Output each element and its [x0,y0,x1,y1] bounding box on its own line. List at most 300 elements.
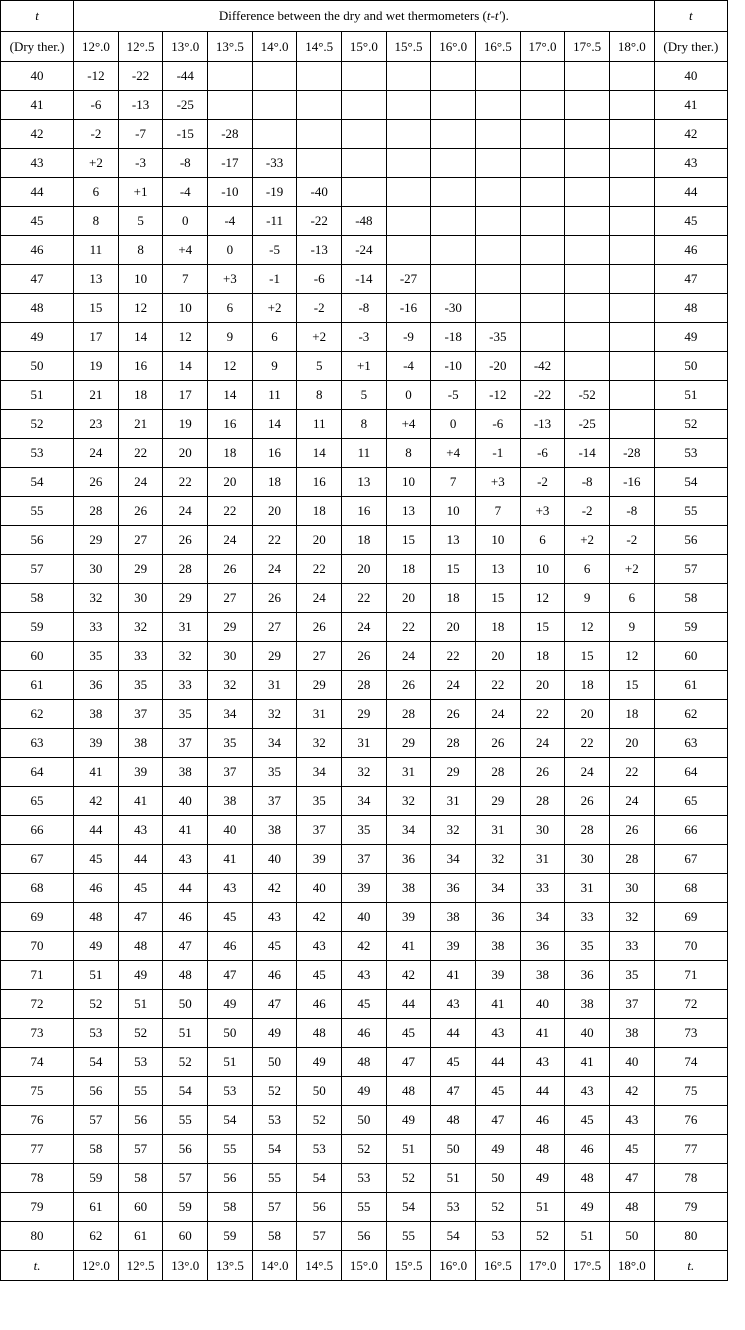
table-cell: 51 [118,990,163,1019]
row-t-left: 70 [1,932,74,961]
table-cell: -1 [476,439,521,468]
table-cell: 16 [208,410,253,439]
table-cell: -52 [565,381,610,410]
left-footer-t: t. [1,1251,74,1281]
table-cell [565,91,610,120]
table-cell: 14 [297,439,342,468]
table-row [1,1222,728,1251]
table-cell: 20 [163,439,208,468]
table-cell [609,178,654,207]
table-cell: 54 [208,1106,253,1135]
table-cell: 24 [118,468,163,497]
column-header: 13°.0 [163,32,208,62]
table-cell: 39 [297,845,342,874]
row-t-right: 49 [654,323,727,352]
table-cell: +1 [118,178,163,207]
table-cell: 18 [386,555,431,584]
table-cell: 53 [431,1193,476,1222]
table-cell: 42 [74,787,119,816]
table-cell: 40 [520,990,565,1019]
table-cell: 28 [609,845,654,874]
table-cell: 28 [476,758,521,787]
table-cell: 47 [208,961,253,990]
table-cell: 17 [74,323,119,352]
table-cell [520,149,565,178]
table-cell: 36 [565,961,610,990]
table-cell [476,91,521,120]
table-cell: 18 [342,526,387,555]
table-cell: 35 [609,961,654,990]
table-cell: 35 [297,787,342,816]
table-cell: 13 [431,526,476,555]
table-cell: -2 [74,120,119,149]
row-t-left: 54 [1,468,74,497]
table-cell: 49 [386,1106,431,1135]
table-cell: +3 [520,497,565,526]
table-cell: 26 [252,584,297,613]
table-cell [386,178,431,207]
table-cell: 53 [297,1135,342,1164]
table-cell: -14 [565,439,610,468]
row-t-right: 64 [654,758,727,787]
table-cell [565,120,610,149]
table-cell: 44 [74,816,119,845]
table-cell: 28 [342,671,387,700]
table-cell: +2 [297,323,342,352]
table-cell: 34 [208,700,253,729]
table-cell: 49 [476,1135,521,1164]
table-cell: 22 [520,700,565,729]
table-cell: 31 [342,729,387,758]
table-cell [431,149,476,178]
row-t-right: 63 [654,729,727,758]
row-t-left: 48 [1,294,74,323]
table-cell: -28 [208,120,253,149]
table-cell: 9 [252,352,297,381]
table-cell: 28 [386,700,431,729]
row-t-left: 80 [1,1222,74,1251]
table-cell: +2 [565,526,610,555]
table-cell: 55 [342,1193,387,1222]
table-cell: 56 [297,1193,342,1222]
table-cell: -3 [342,323,387,352]
table-cell: 38 [163,758,208,787]
table-cell: -16 [386,294,431,323]
table-cell: 31 [386,758,431,787]
table-cell: -12 [476,381,521,410]
table-cell: -8 [163,149,208,178]
table-cell [565,323,610,352]
table-cell: 57 [252,1193,297,1222]
table-cell [297,120,342,149]
table-cell: 52 [342,1135,387,1164]
table-cell: -1 [252,265,297,294]
table-cell: 32 [609,903,654,932]
table-row [1,439,728,468]
right-dry-ther-header: (Dry ther.) [654,32,727,62]
table-cell: 11 [297,410,342,439]
table-cell: 50 [476,1164,521,1193]
row-t-right: 79 [654,1193,727,1222]
table-row [1,787,728,816]
row-t-right: 73 [654,1019,727,1048]
table-cell: 30 [208,642,253,671]
row-t-left: 62 [1,700,74,729]
table-cell: +3 [476,468,521,497]
column-header: 16°.0 [431,32,476,62]
table-cell: 49 [565,1193,610,1222]
table-cell: 29 [118,555,163,584]
table-cell: 26 [609,816,654,845]
table-cell: 24 [74,439,119,468]
table-cell [208,62,253,91]
table-row [1,352,728,381]
table-cell: 28 [163,555,208,584]
table-cell: 54 [163,1077,208,1106]
table-cell: 58 [252,1222,297,1251]
table-cell: 42 [342,932,387,961]
table-cell: 52 [520,1222,565,1251]
table-cell: 7 [431,468,476,497]
table-cell: 34 [297,758,342,787]
row-t-right: 57 [654,555,727,584]
table-cell: 14 [208,381,253,410]
row-t-right: 71 [654,961,727,990]
table-cell: 39 [476,961,521,990]
table-cell: 21 [118,410,163,439]
table-cell: -8 [342,294,387,323]
row-t-left: 67 [1,845,74,874]
table-cell: 59 [208,1222,253,1251]
table-cell: 15 [386,526,431,555]
table-cell: 24 [163,497,208,526]
row-t-left: 46 [1,236,74,265]
table-cell: 54 [297,1164,342,1193]
table-cell: 39 [74,729,119,758]
table-cell: 26 [208,555,253,584]
table-cell: 38 [565,990,610,1019]
table-cell: 24 [609,787,654,816]
table-cell: 31 [163,613,208,642]
table-cell: 38 [252,816,297,845]
table-cell: 55 [208,1135,253,1164]
table-cell: 37 [609,990,654,1019]
table-cell: 49 [520,1164,565,1193]
column-header: 14°.0 [252,32,297,62]
table-cell: -14 [342,265,387,294]
table-cell: -6 [74,91,119,120]
table-cell: -10 [208,178,253,207]
table-cell: 23 [74,410,119,439]
table-cell: 46 [565,1135,610,1164]
table-cell: -13 [118,91,163,120]
table-cell: 5 [342,381,387,410]
table-title-formula: t-t′ [486,8,502,23]
table-cell [342,120,387,149]
table-cell [252,120,297,149]
table-cell: 41 [208,845,253,874]
table-cell: 44 [386,990,431,1019]
table-cell: 43 [609,1106,654,1135]
right-t-header: t [654,1,727,32]
table-cell: 41 [476,990,521,1019]
table-cell: 34 [342,787,387,816]
table-cell: -20 [476,352,521,381]
table-cell: -7 [118,120,163,149]
row-t-left: 63 [1,729,74,758]
table-cell: 43 [208,874,253,903]
table-cell: 54 [431,1222,476,1251]
table-cell: -42 [520,352,565,381]
table-cell: 34 [431,845,476,874]
table-cell: 40 [342,903,387,932]
table-cell: 34 [520,903,565,932]
table-cell: 19 [163,410,208,439]
table-cell [520,294,565,323]
table-cell: 12 [118,294,163,323]
table-cell: 39 [386,903,431,932]
table-cell: 26 [565,787,610,816]
table-cell: 30 [118,584,163,613]
row-t-left: 65 [1,787,74,816]
table-cell: 55 [118,1077,163,1106]
table-cell: 45 [74,845,119,874]
table-cell: 37 [118,700,163,729]
table-cell: 50 [208,1019,253,1048]
table-cell: 38 [609,1019,654,1048]
table-row [1,526,728,555]
row-t-left: 75 [1,1077,74,1106]
table-cell: 54 [74,1048,119,1077]
table-row [1,1019,728,1048]
column-footer: 18°.0 [609,1251,654,1281]
table-cell: +4 [163,236,208,265]
table-cell: 13 [386,497,431,526]
table-cell [609,91,654,120]
table-cell: 22 [609,758,654,787]
table-cell: 36 [74,671,119,700]
table-cell: 32 [476,845,521,874]
table-cell [297,149,342,178]
table-cell: 49 [342,1077,387,1106]
table-cell: 10 [431,497,476,526]
table-cell: 56 [118,1106,163,1135]
table-cell: 60 [118,1193,163,1222]
table-cell: 50 [163,990,208,1019]
table-cell [609,149,654,178]
row-t-right: 77 [654,1135,727,1164]
table-row [1,207,728,236]
table-cell: 13 [74,265,119,294]
table-cell: 20 [252,497,297,526]
table-cell [431,265,476,294]
table-cell: 52 [74,990,119,1019]
table-cell: 34 [386,816,431,845]
table-cell: 41 [74,758,119,787]
table-cell: 61 [74,1193,119,1222]
table-cell: 43 [118,816,163,845]
table-cell: 14 [252,410,297,439]
table-cell [520,323,565,352]
table-cell: -4 [386,352,431,381]
row-t-right: 45 [654,207,727,236]
table-row [1,642,728,671]
table-cell: 43 [297,932,342,961]
table-cell: 32 [342,758,387,787]
table-cell: 41 [163,816,208,845]
table-cell: 24 [565,758,610,787]
row-t-left: 50 [1,352,74,381]
table-cell [252,91,297,120]
table-cell: 48 [565,1164,610,1193]
table-cell: -13 [297,236,342,265]
table-cell: 33 [163,671,208,700]
table-cell: 28 [520,787,565,816]
table-cell: 48 [520,1135,565,1164]
table-cell: 0 [208,236,253,265]
table-cell: 30 [565,845,610,874]
row-t-right: 69 [654,903,727,932]
row-t-right: 46 [654,236,727,265]
table-cell [565,207,610,236]
table-cell: 52 [252,1077,297,1106]
table-row [1,1106,728,1135]
table-cell: -48 [342,207,387,236]
table-cell [476,236,521,265]
row-t-right: 47 [654,265,727,294]
table-cell: -10 [431,352,476,381]
table-cell: 44 [118,845,163,874]
table-cell: 59 [163,1193,208,1222]
table-cell: 49 [118,961,163,990]
column-header: 17°.0 [520,32,565,62]
table-cell: 17 [163,381,208,410]
table-cell: 28 [431,729,476,758]
table-cell [431,120,476,149]
table-cell: 47 [118,903,163,932]
table-cell [609,294,654,323]
table-cell: 42 [386,961,431,990]
table-cell: 44 [476,1048,521,1077]
table-cell: 24 [252,555,297,584]
table-cell: 35 [342,816,387,845]
table-cell: 38 [431,903,476,932]
table-cell: -13 [520,410,565,439]
table-cell: 6 [609,584,654,613]
row-t-right: 72 [654,990,727,1019]
table-cell: 11 [252,381,297,410]
row-t-left: 79 [1,1193,74,1222]
table-cell: 32 [386,787,431,816]
column-header: 15°.5 [386,32,431,62]
table-cell: +3 [208,265,253,294]
table-cell: +2 [252,294,297,323]
table-cell: -6 [520,439,565,468]
table-cell: 15 [520,613,565,642]
table-cell: 18 [476,613,521,642]
table-cell: 31 [476,816,521,845]
row-t-left: 44 [1,178,74,207]
table-row [1,555,728,584]
table-cell: 31 [252,671,297,700]
table-cell: 6 [565,555,610,584]
table-row [1,700,728,729]
column-footer: 12°.5 [118,1251,163,1281]
table-cell: 44 [163,874,208,903]
table-cell [609,62,654,91]
table-row [1,410,728,439]
table-cell: -12 [74,62,119,91]
table-cell: 36 [476,903,521,932]
row-t-left: 41 [1,91,74,120]
table-cell [476,149,521,178]
table-row [1,932,728,961]
row-t-left: 68 [1,874,74,903]
row-t-left: 76 [1,1106,74,1135]
table-cell: 56 [74,1077,119,1106]
row-t-left: 49 [1,323,74,352]
table-row [1,497,728,526]
table-cell: 7 [163,265,208,294]
table-cell: 51 [431,1164,476,1193]
table-cell: 42 [297,903,342,932]
table-cell: 9 [609,613,654,642]
row-t-left: 77 [1,1135,74,1164]
table-title [74,1,655,32]
table-cell: 51 [208,1048,253,1077]
table-cell: -16 [609,468,654,497]
row-t-right: 80 [654,1222,727,1251]
table-cell: 15 [431,555,476,584]
table-cell [520,207,565,236]
table-cell: 30 [74,555,119,584]
row-t-left: 74 [1,1048,74,1077]
table-cell: 46 [163,903,208,932]
table-cell: 24 [476,700,521,729]
table-cell: 45 [252,932,297,961]
table-cell: 32 [252,700,297,729]
table-cell: +2 [609,555,654,584]
table-cell: 12 [163,323,208,352]
row-t-right: 44 [654,178,727,207]
table-cell: -22 [297,207,342,236]
table-cell: -2 [609,526,654,555]
table-cell: 32 [208,671,253,700]
table-cell: 60 [163,1222,208,1251]
column-footer: 14°.0 [252,1251,297,1281]
row-t-left: 56 [1,526,74,555]
row-t-left: 69 [1,903,74,932]
table-cell: 22 [208,497,253,526]
table-cell: 26 [386,671,431,700]
table-cell [609,236,654,265]
table-cell: 21 [74,381,119,410]
table-cell: 10 [386,468,431,497]
table-row [1,91,728,120]
table-cell: 62 [74,1222,119,1251]
table-cell: 12 [565,613,610,642]
table-cell: 53 [74,1019,119,1048]
table-cell [609,120,654,149]
table-cell: 45 [431,1048,476,1077]
table-cell: 33 [520,874,565,903]
table-cell: 24 [208,526,253,555]
row-t-left: 73 [1,1019,74,1048]
table-row [1,294,728,323]
table-cell: 47 [163,932,208,961]
table-cell: 12 [520,584,565,613]
table-cell: 52 [118,1019,163,1048]
